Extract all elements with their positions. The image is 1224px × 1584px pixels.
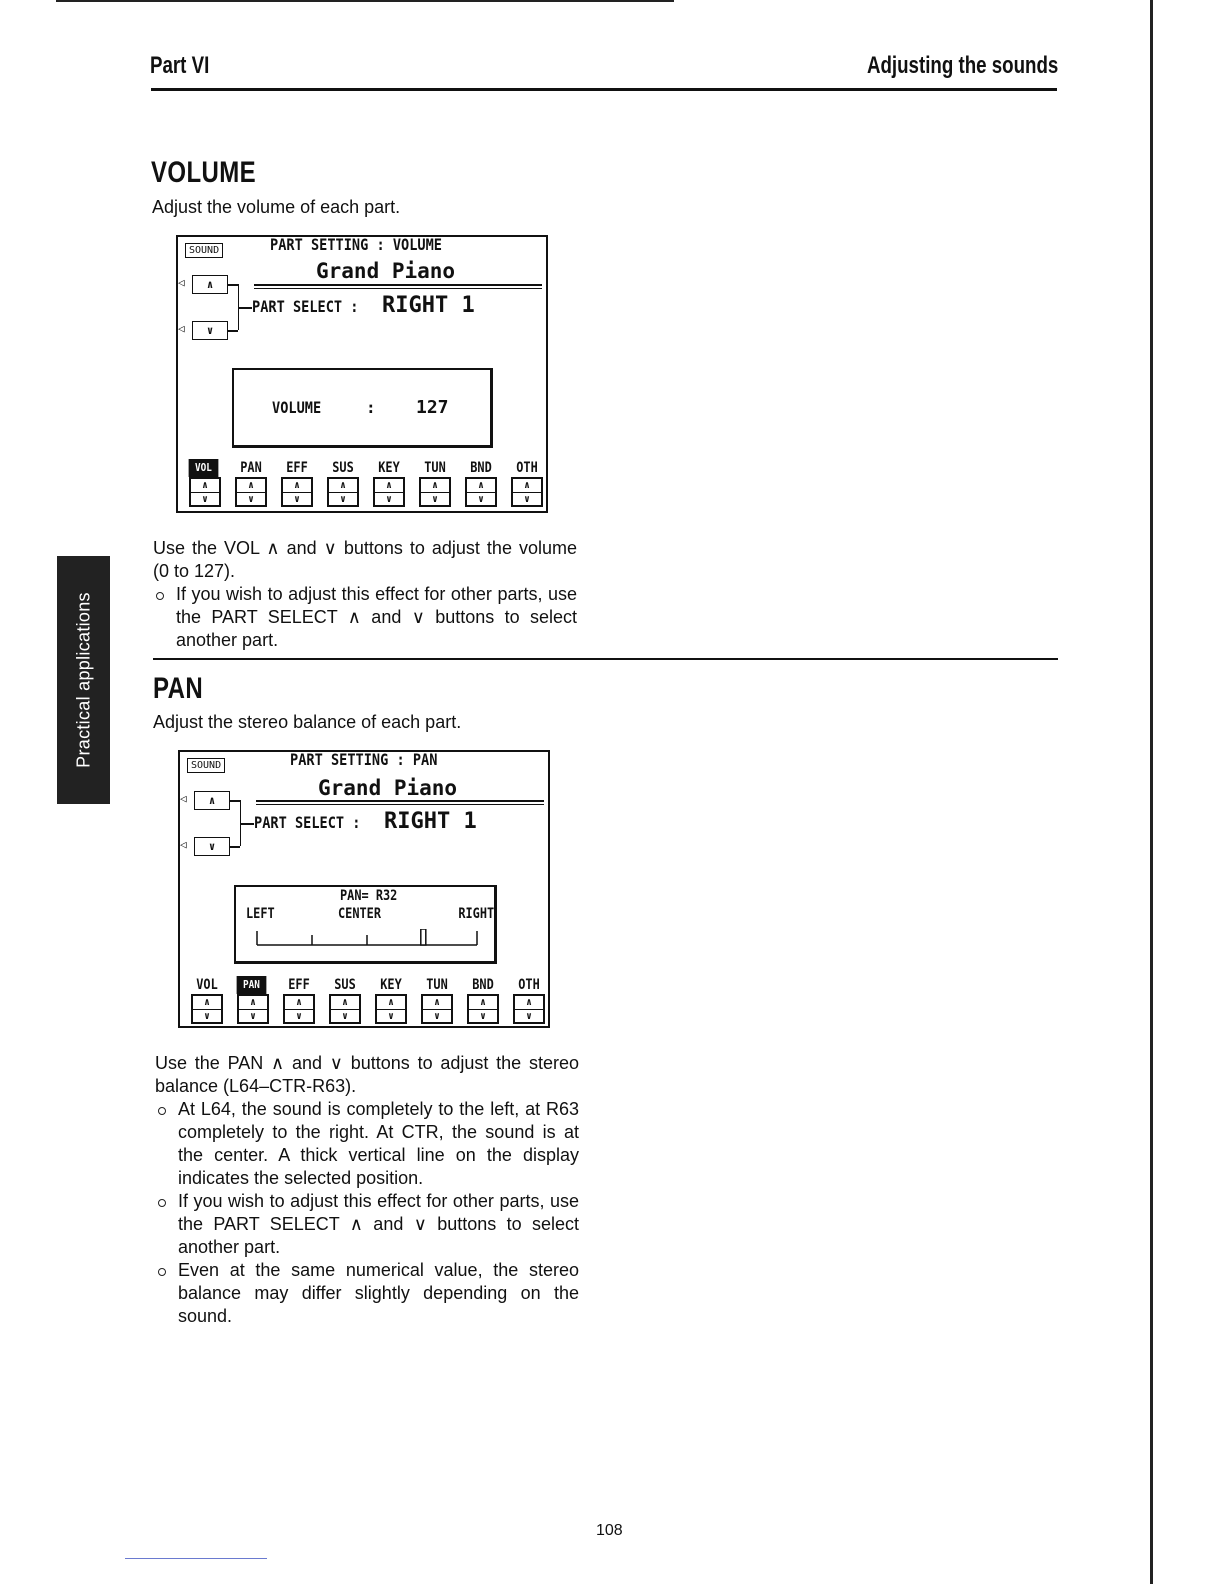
pan-center-label: CENTER	[338, 906, 381, 922]
part-select-down-button[interactable]: ∨	[194, 837, 230, 856]
tab-oth-label[interactable]: OTH	[516, 460, 538, 476]
tab-eff-updown-button[interactable]: ∧ ∨	[283, 994, 315, 1024]
sound-tag: SOUND	[185, 243, 223, 258]
tab-key	[366, 459, 412, 507]
section-divider	[153, 658, 1058, 660]
tab-tun	[414, 976, 460, 1024]
pan-bullet-3: Even at the same numerical value, the stereo balance may differ slightly depending on the sound.	[155, 1259, 579, 1328]
pan-scale	[256, 929, 478, 949]
volume-paragraph: Use the VOL ∧ and ∨ buttons to adjust the volume (0 to 127).	[153, 538, 577, 581]
tab-pan	[228, 459, 274, 507]
tab-tun	[412, 459, 458, 507]
tab-bnd	[460, 976, 506, 1024]
tab-vol-updown-button[interactable]: ∧ ∨	[189, 477, 221, 507]
header-section: Adjusting the sounds	[866, 52, 1058, 79]
volume-bullet: If you wish to adjust this effect for other parts, use the PART SELECT ∧ and ∨ buttons to select another part.	[153, 583, 577, 652]
volume-intro: Adjust the volume of each part.	[152, 197, 401, 217]
tab-tun-updown-button[interactable]: ∧ ∨	[419, 477, 451, 507]
volume-value: 127	[416, 397, 449, 418]
side-tab-label: Practical applications	[73, 592, 93, 768]
caret-left-icon: ◁	[178, 322, 185, 335]
tab-key	[368, 976, 414, 1024]
tab-vol	[182, 459, 228, 507]
tab-tun-label[interactable]: TUN	[424, 460, 446, 476]
pan-intro: Adjust the stereo balance of each part.	[153, 712, 462, 732]
pan-left-label: LEFT	[246, 906, 275, 922]
tab-sus-label[interactable]: SUS	[334, 977, 356, 993]
tab-eff-label[interactable]: EFF	[286, 460, 308, 476]
tab-vol-label[interactable]: VOL	[189, 459, 219, 477]
parameter-tabs	[182, 459, 550, 507]
part-select-value: RIGHT 1	[384, 809, 477, 834]
tab-bnd-label[interactable]: BND	[470, 460, 492, 476]
volume-instructions	[153, 537, 577, 652]
tab-pan	[230, 976, 276, 1024]
sound-tag: SOUND	[187, 758, 225, 773]
tab-tun-label[interactable]: TUN	[426, 977, 448, 993]
tab-bnd-label[interactable]: BND	[472, 977, 494, 993]
tab-oth-updown-button[interactable]: ∧ ∨	[513, 994, 545, 1024]
footer-rule	[125, 1558, 267, 1559]
parameter-tabs	[184, 976, 552, 1024]
tab-bnd-updown-button[interactable]: ∧ ∨	[467, 994, 499, 1024]
tab-bnd-updown-button[interactable]: ∧ ∨	[465, 477, 497, 507]
page-number: 108	[596, 1522, 623, 1539]
volume-heading: VOLUME	[151, 156, 257, 189]
pan-bullet-1: At L64, the sound is completely to the left, at R63 completely to the right. At CTR, the sound is at the center. A thick vertical line on the display indicates the selected position.	[155, 1098, 579, 1190]
tab-tun-updown-button[interactable]: ∧ ∨	[421, 994, 453, 1024]
tab-sus-updown-button[interactable]: ∧ ∨	[327, 477, 359, 507]
caret-left-icon: ◁	[178, 276, 185, 289]
tab-sus-label[interactable]: SUS	[332, 460, 354, 476]
tab-eff	[274, 459, 320, 507]
volume-label: VOLUME	[272, 398, 322, 417]
tab-pan-label[interactable]: PAN	[237, 976, 267, 994]
page-edge-rule	[1150, 0, 1153, 1584]
tab-vol	[184, 976, 230, 1024]
pan-lcd-screen	[178, 750, 550, 1028]
pan-position-marker	[421, 929, 426, 945]
part-select-label: PART SELECT :	[252, 297, 359, 316]
pan-instructions	[155, 1052, 579, 1328]
tab-oth	[504, 459, 550, 507]
side-tab	[57, 556, 110, 804]
part-select-up-button[interactable]: ∧	[192, 275, 228, 294]
part-select-value: RIGHT 1	[382, 293, 475, 318]
header-part: Part VI	[150, 52, 210, 79]
pan-paragraph: Use the PAN ∧ and ∨ buttons to adjust the stereo balance (L64–CTR-R63).	[155, 1053, 579, 1096]
tab-key-updown-button[interactable]: ∧ ∨	[375, 994, 407, 1024]
top-rule	[56, 0, 674, 2]
volume-value-box: VOLUME : 127	[232, 368, 493, 448]
tab-sus-updown-button[interactable]: ∧ ∨	[329, 994, 361, 1024]
sound-name: Grand Piano	[318, 776, 458, 800]
part-select-up-button[interactable]: ∧	[194, 791, 230, 810]
screen-title: PART SETTING : VOLUME	[270, 235, 442, 254]
tab-pan-label[interactable]: PAN	[240, 460, 262, 476]
pan-heading: PAN	[153, 672, 204, 705]
pan-bullet-2: If you wish to adjust this effect for other parts, use the PART SELECT ∧ and ∨ buttons to select another part.	[155, 1190, 579, 1259]
pan-right-label: RIGHT	[458, 906, 494, 922]
tab-sus	[322, 976, 368, 1024]
part-select-label: PART SELECT :	[254, 813, 361, 832]
tab-pan-updown-button[interactable]: ∧ ∨	[235, 477, 267, 507]
pan-value-box	[234, 885, 497, 964]
header-rule	[151, 88, 1057, 91]
tab-pan-updown-button[interactable]: ∧ ∨	[237, 994, 269, 1024]
tab-oth-updown-button[interactable]: ∧ ∨	[511, 477, 543, 507]
tab-key-updown-button[interactable]: ∧ ∨	[373, 477, 405, 507]
tab-sus	[320, 459, 366, 507]
caret-left-icon: ◁	[180, 792, 187, 805]
tab-vol-label[interactable]: VOL	[196, 977, 218, 993]
screen-title: PART SETTING : PAN	[290, 750, 438, 769]
tab-vol-updown-button[interactable]: ∧ ∨	[191, 994, 223, 1024]
tab-key-label[interactable]: KEY	[378, 460, 400, 476]
caret-left-icon: ◁	[180, 838, 187, 851]
part-select-down-button[interactable]: ∨	[192, 321, 228, 340]
tab-oth-label[interactable]: OTH	[518, 977, 540, 993]
volume-lcd-screen	[176, 235, 548, 513]
tab-eff-label[interactable]: EFF	[288, 977, 310, 993]
tab-key-label[interactable]: KEY	[380, 977, 402, 993]
sound-name: Grand Piano	[316, 259, 456, 283]
pan-readout: PAN= R32	[340, 888, 398, 904]
tab-eff-updown-button[interactable]: ∧ ∨	[281, 477, 313, 507]
tab-eff	[276, 976, 322, 1024]
tab-bnd	[458, 459, 504, 507]
tab-oth	[506, 976, 552, 1024]
